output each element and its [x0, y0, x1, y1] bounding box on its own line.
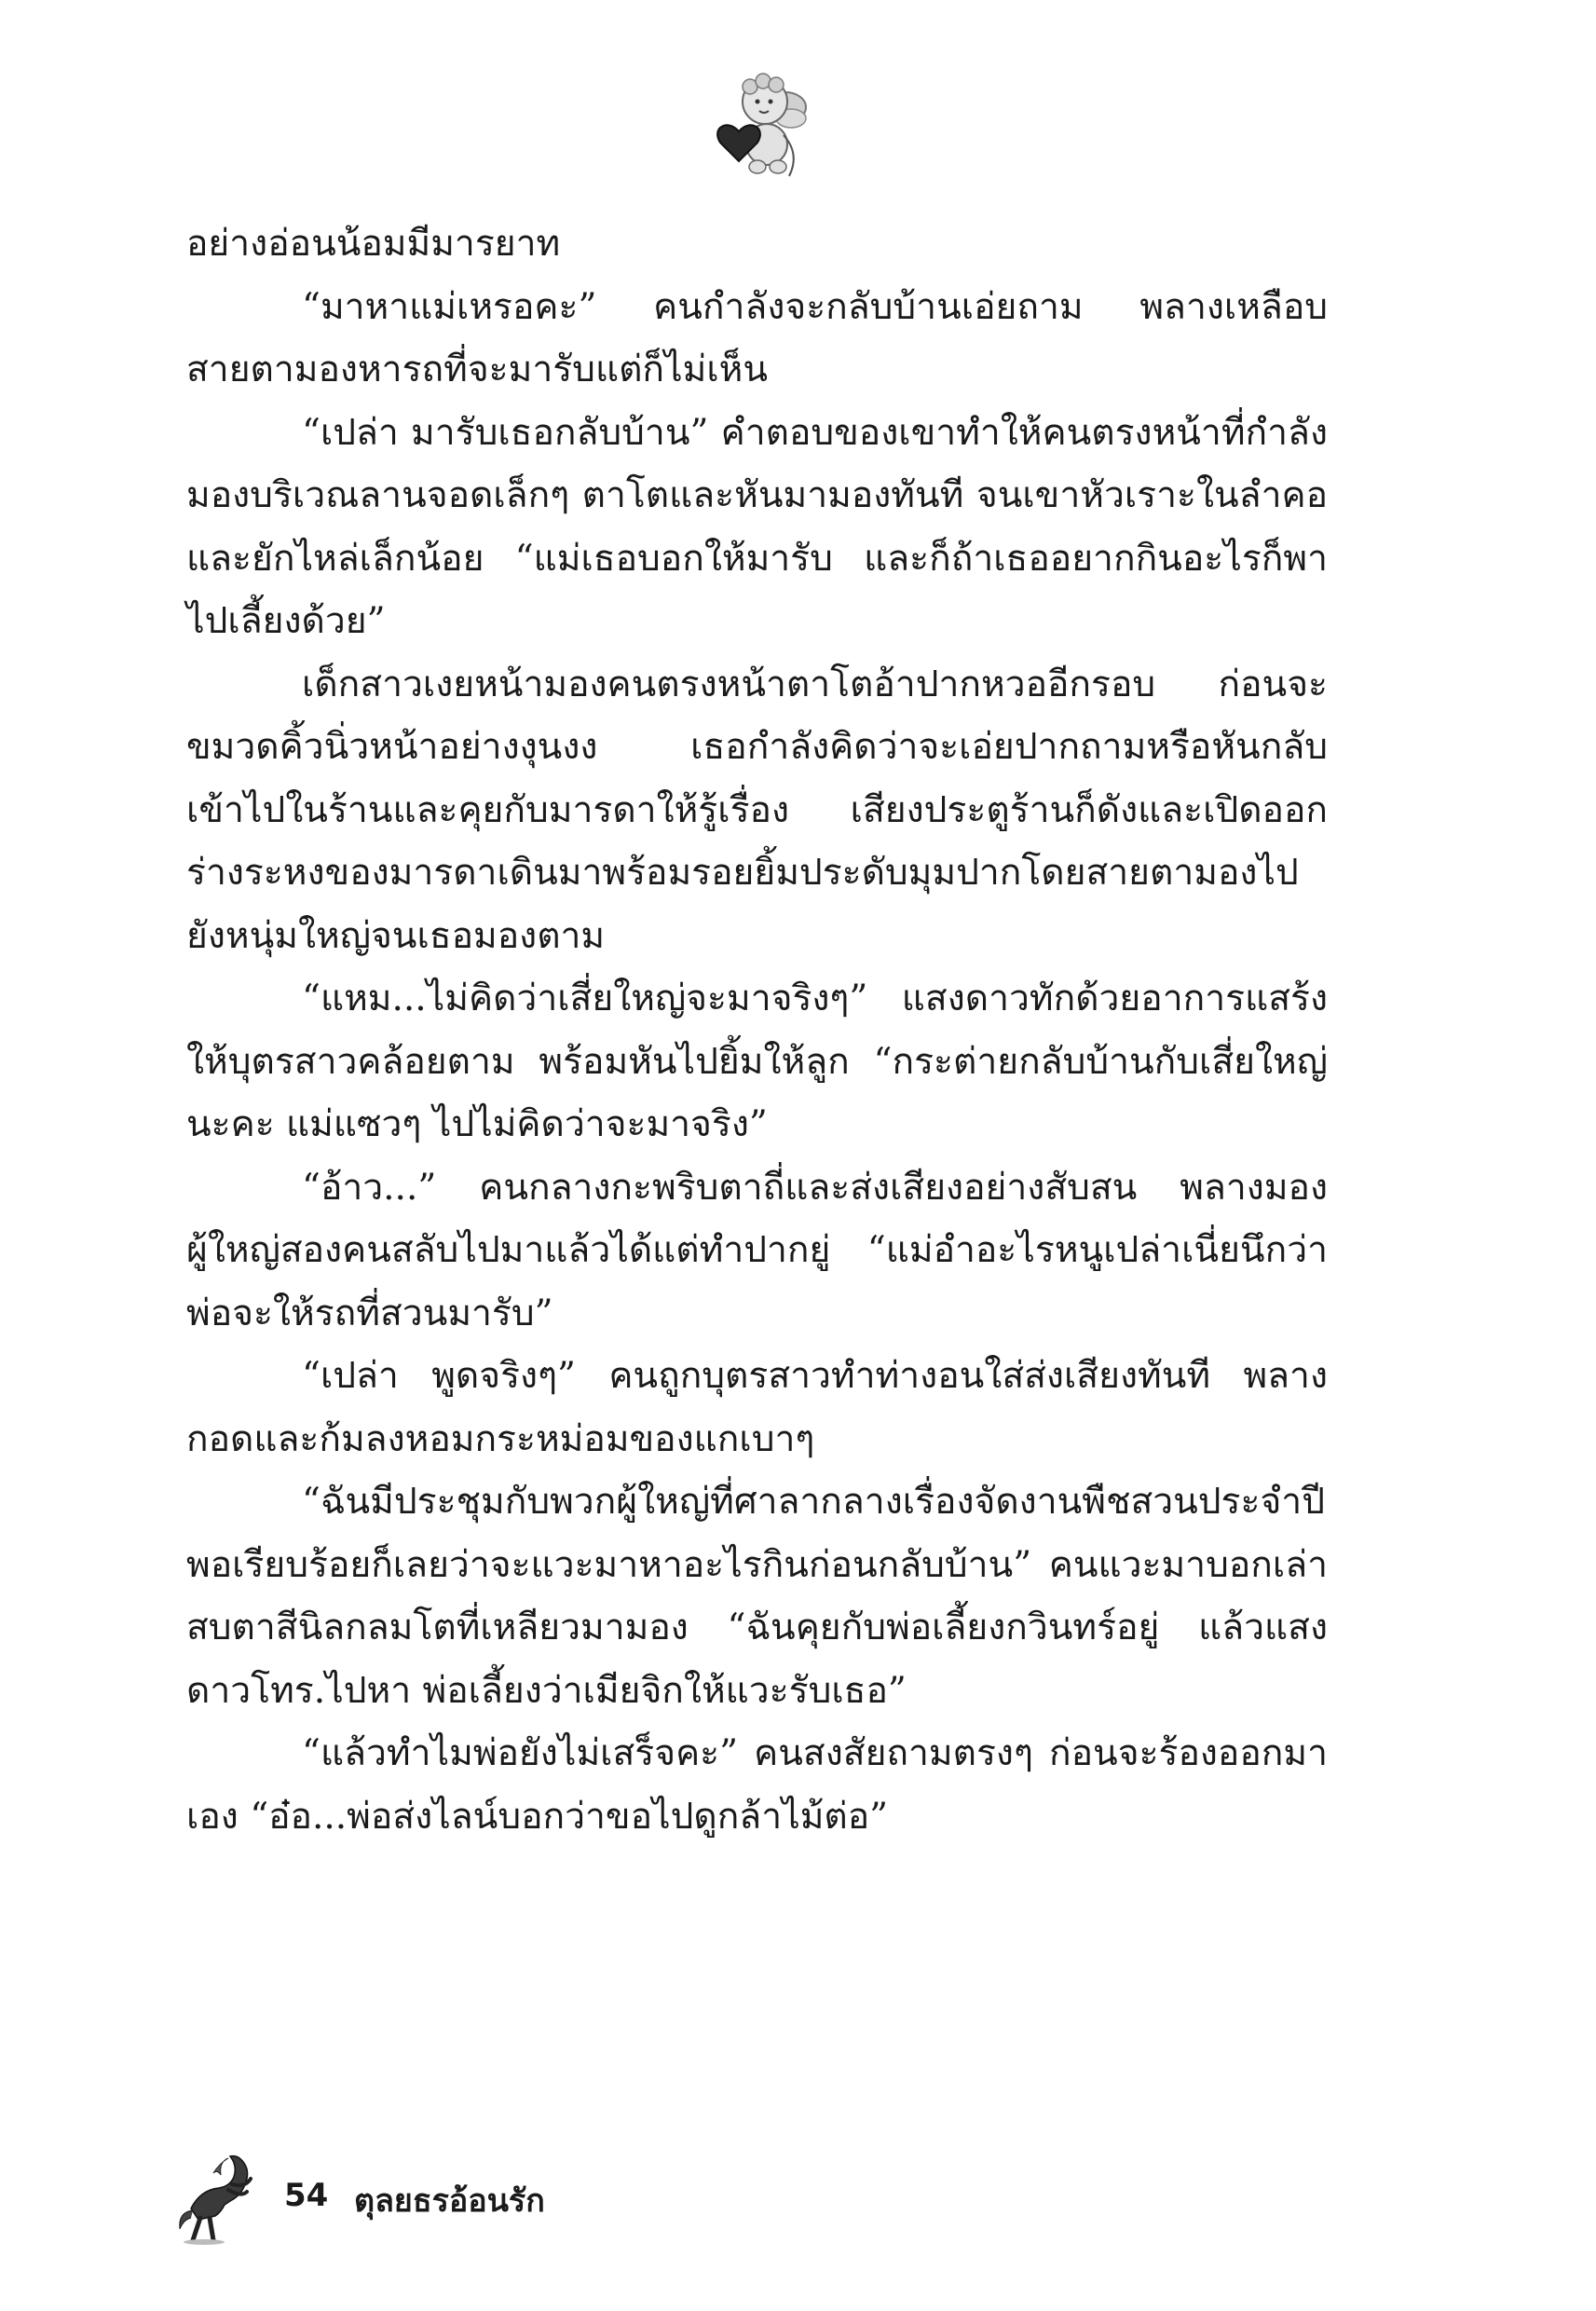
paragraph: เด็กสาวเงยหน้ามองคนตรงหน้าตาโตอ้าปากหวออีกรอบ ก่อนจะขมวดคิ้วนิ่วหน้าอย่างงุนงง เธอกำลังคิดว่าจะเอ่ยปากถามหรือหันกลับเข้าไปในร้านและคุยกับมารดาให้รู้เรื่อง เสียงประตูร้านก็ดังและเปิดออกร่างระหงของมารดาเดินมาพร้อมรอยยิ้มประดับมุมปากโดยสายตามองไปยังหนุ่มใหญ่จนเธอมองตาม	[186, 663, 1328, 957]
paragraph: “เปล่า มารับเธอกลับบ้าน” คำตอบของเขาทำให้คนตรงหน้าที่กำลังมองบริเวณลานจอดเล็กๆ ตาโตและหันมามองทันที จนเขาหัวเราะในลำคอและยักไหล่เล็กน้อย “แม่เธอบอกให้มารับ และก็ถ้าเธออยากกินอะไรก็พาไปเลี้ยงด้วย”	[186, 411, 1328, 642]
paragraph: “เปล่า พูดจริงๆ” คนถูกบุตรสาวทำท่างอนใส่ส่งเสียงทันที พลางกอดและก้มลงหอมกระหม่อมของแกเบาๆ	[186, 1355, 1328, 1460]
page-footer	[172, 2143, 731, 2246]
paragraph: “แหม...ไม่คิดว่าเสี่ยใหญ่จะมาจริงๆ” แสงดาวทักด้วยอาการแสร้งให้บุตรสาวคล้อยตาม พร้อมหันไปยิ้มให้ลูก “กระต่ายกลับบ้านกับเสี่ยใหญ่นะคะ แม่แซวๆ ไปไม่คิดว่าจะมาจริง”	[186, 978, 1328, 1145]
paragraph: “มาหาแม่เหรอคะ” คนกำลังจะกลับบ้านเอ่ยถาม พลางเหลือบสายตามองหารถที่จะมารับแต่ก็ไม่เห็น	[186, 285, 1328, 390]
cupid-illustration	[711, 70, 813, 182]
rearing-horse-illustration	[172, 2143, 256, 2246]
book-title: ตุลยธรอ้อนรัก	[354, 2182, 545, 2220]
paragraph: “ฉันมีประชุมกับพวกผู้ใหญ่ที่ศาลากลางเรื่องจัดงานพืชสวนประจำปี พอเรียบร้อยก็เลยว่าจะแวะมาหาอะไรกินก่อนกลับบ้าน” คนแวะมาบอกเล่า สบตาสีนิลกลมโตที่เหลียวมามอง “ฉันคุยกับพ่อเลี้ยงกวินทร์อยู่ แล้วแสงดาวโทร.ไปหา พ่อเลี้ยงว่าเมียจิกให้แวะรับเธอ”	[186, 1481, 1328, 1712]
paragraph: “แล้วทำไมพ่อยังไม่เสร็จคะ” คนสงสัยถามตรงๆ ก่อนจะร้องออกมาเอง “อ๋อ...พ่อส่งไลน์บอกว่าขอไปดูกล้าไม้ต่อ”	[186, 1732, 1328, 1838]
body-text	[186, 212, 1328, 1848]
paragraph: “อ้าว...” คนกลางกะพริบตาถี่และส่งเสียงอย่างสับสน พลางมองผู้ใหญ่สองคนสลับไปมาแล้วได้แต่ทำปากยู่ “แม่อำอะไรหนูเปล่าเนี่ยนึกว่าพ่อจะให้รถที่สวนมารับ”	[186, 1166, 1328, 1334]
horse-icon	[172, 2143, 256, 2246]
cupid-icon	[711, 70, 813, 182]
paragraph: อย่างอ่อนน้อมมีมารยาท	[186, 223, 561, 265]
page-number: 54	[284, 2177, 329, 2214]
